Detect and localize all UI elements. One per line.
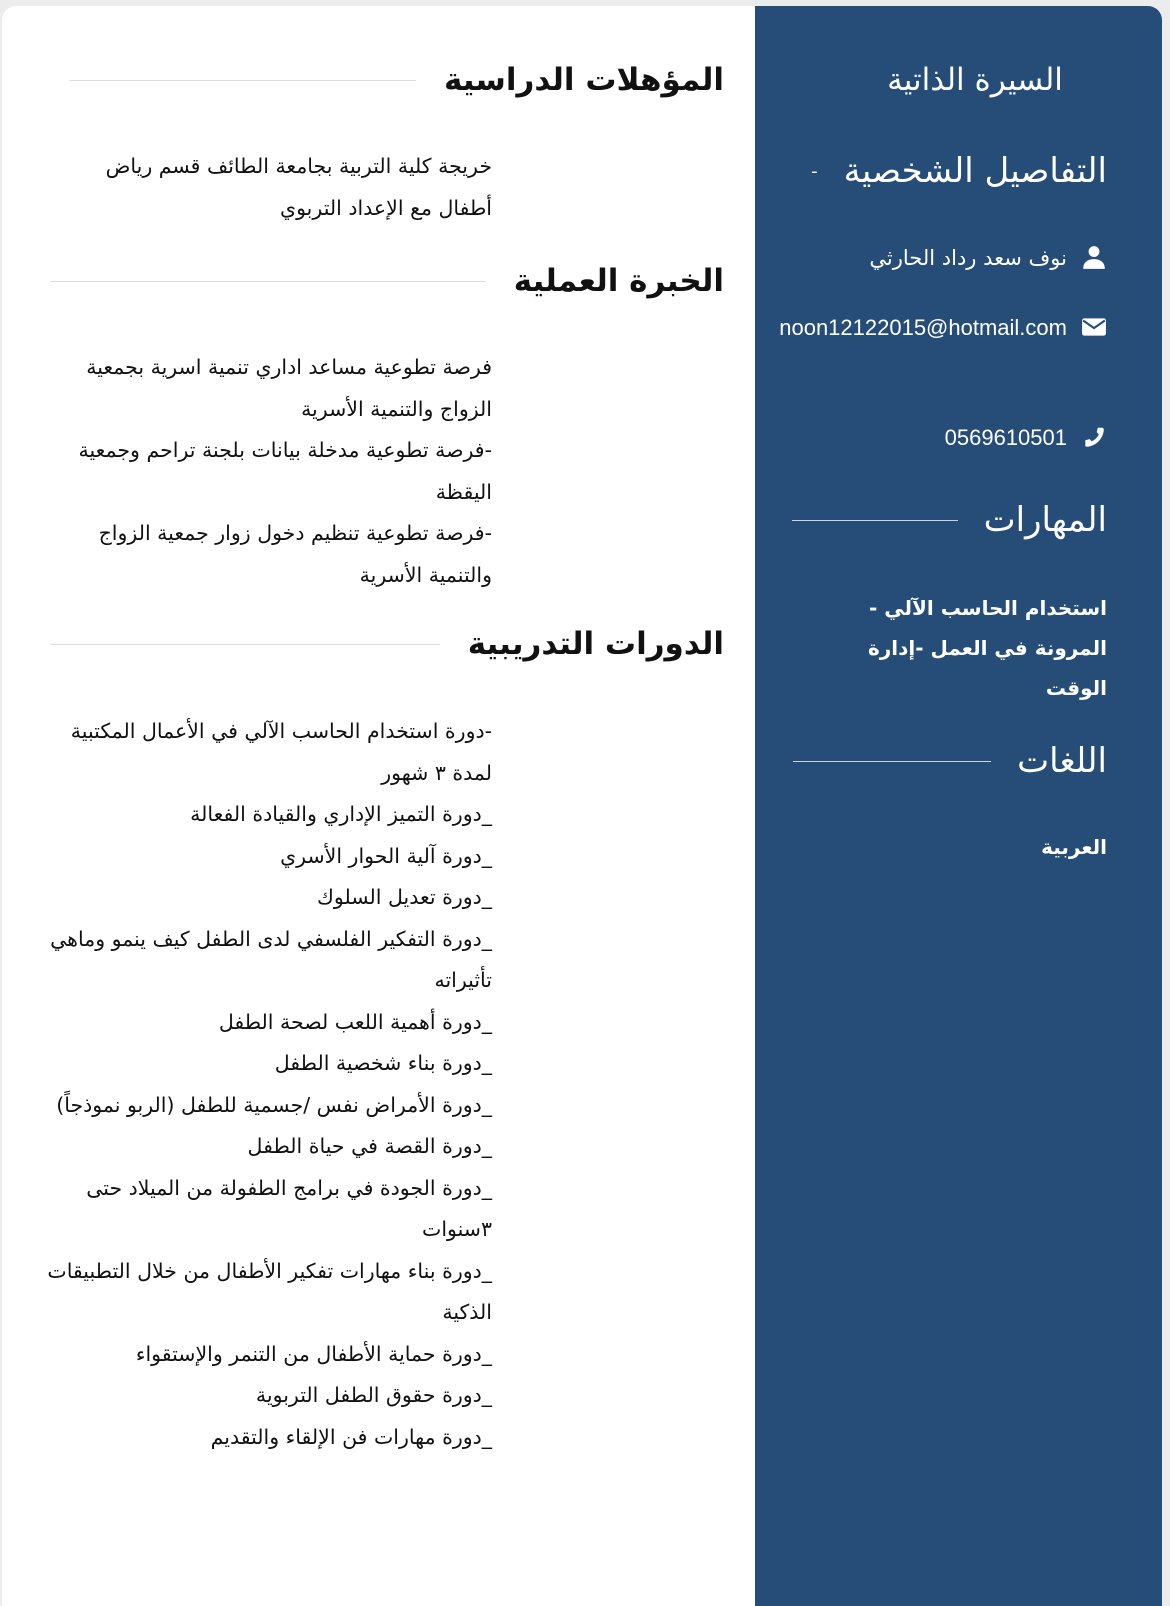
skills-header: [792, 500, 1107, 540]
phone-text[interactable]: 0569610501: [944, 425, 1067, 450]
course-item: _دورة التميز الإداري والقيادة الفعالة: [190, 802, 492, 826]
education-section-header: [50, 62, 724, 98]
experience-section-header: [50, 263, 724, 299]
contact-phone[interactable]: [945, 418, 1107, 458]
languages-heading: اللغات: [1017, 741, 1107, 781]
course-item: _دورة الأمراض نفس /جسمية للطفل (الربو نموذجاً): [56, 1092, 492, 1117]
divider: [793, 761, 991, 762]
experience-item: -فرصة تطوعية مدخلة بيانات بلجنة تراحم وجمعية اليقظة: [78, 438, 492, 504]
phone-icon: [1081, 424, 1107, 450]
user-icon: [1081, 244, 1107, 270]
languages-text: العربية: [1041, 835, 1107, 859]
course-item: _دورة أهمية اللعب لصحة الطفل: [218, 1009, 492, 1034]
course-item: -دورة استخدام الحاسب الآلي في الأعمال المكتبية لمدة ٣ شهور: [70, 719, 492, 785]
course-item: _دورة التفكير الفلسفي لدى الطفل كيف ينمو وماهي تأثيراته: [50, 926, 492, 992]
education-text: [46, 146, 492, 229]
course-item: _دورة بناء مهارات تفكير الأطفال من خلال التطبيقات الذكية: [47, 1258, 492, 1324]
course-item: _دورة تعديل السلوك: [316, 885, 492, 909]
experience-heading: الخبرة العملية: [513, 263, 724, 299]
experience-list: [46, 347, 492, 596]
courses-heading: الدورات التدريبية: [467, 626, 724, 662]
courses-list: [46, 711, 492, 1458]
name-text: نوف سعد رداد الحارثي: [869, 246, 1067, 270]
course-item: _دورة القصة في حياة الطفل: [247, 1134, 492, 1158]
experience-item: فرصة تطوعية مساعد اداري تنمية اسرية بجمعية الزواج والتنمية الأسرية: [86, 355, 492, 421]
course-item: _دورة بناء شخصية الطفل: [274, 1051, 492, 1075]
education-heading: المؤهلات الدراسية: [443, 62, 724, 98]
resume-title: السيرة الذاتية: [887, 62, 1063, 98]
course-item: _دورة حماية الأطفال من التنمر والإستقواء: [135, 1341, 492, 1366]
languages-header: [793, 741, 1107, 781]
skills-heading: المهارات: [983, 500, 1107, 540]
course-item: _دورة آلية الحوار الأسري: [280, 843, 492, 868]
sidebar: [755, 6, 1162, 1606]
course-item: _دورة مهارات فن الإلقاء والتقديم: [210, 1424, 492, 1449]
course-item: _دورة حقوق الطفل التربوية: [255, 1383, 492, 1407]
courses-section-header: [50, 626, 724, 662]
resume-page: [2, 6, 1162, 1606]
divider: [50, 644, 440, 645]
course-item: _دورة الجودة في برامج الطفولة من الميلاد حتى ٣سنوات: [86, 1175, 492, 1241]
contact-name: [869, 238, 1107, 278]
experience-item: -فرصة تطوعية تنظيم دخول زوار جمعية الزواج والتنمية الأسرية: [98, 521, 492, 587]
personal-dash: -: [811, 160, 818, 182]
email-text[interactable]: noon12122015@hotmail.com: [779, 315, 1067, 340]
contact-email[interactable]: [777, 308, 1107, 348]
divider: [50, 281, 486, 282]
skills-text: استخدام الحاسب الآلي - المرونة في العمل -إدارة الوقت: [867, 596, 1107, 700]
envelope-icon: [1081, 314, 1107, 340]
divider: [69, 80, 416, 81]
personal-heading: التفاصيل الشخصية: [843, 151, 1107, 191]
divider: [792, 520, 958, 521]
education-item: خريجة كلية التربية بجامعة الطائف قسم رياض أطفال مع الإعداد التربوي: [105, 154, 492, 220]
personal-details-header: [811, 151, 1107, 191]
